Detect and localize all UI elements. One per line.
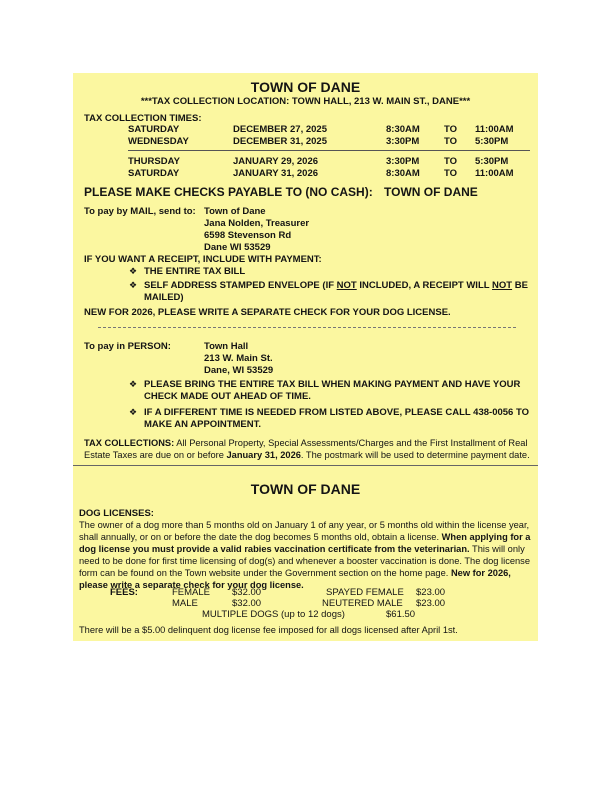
diamond-bullet-icon: ❖: [129, 280, 138, 290]
person-address-line: Dane, WI 53529: [204, 365, 274, 376]
fee-female-value: $32.00: [232, 587, 262, 598]
fee-male-value: $32.00: [232, 598, 262, 609]
person-address-line: Town Hall: [204, 341, 249, 352]
fee-multiple-value: $61.50: [386, 609, 416, 620]
row-date: JANUARY 29, 2026: [233, 156, 319, 167]
mail-address-line: Town of Dane: [204, 206, 266, 217]
receipt-item: THE ENTIRE TAX BILL: [144, 266, 246, 277]
row-to: TO: [444, 168, 458, 179]
row-start: 8:30AM: [386, 168, 420, 179]
table-divider: [128, 150, 530, 151]
tax-collections-paragraph: TAX COLLECTIONS: All Personal Property, Special Assessments/Charges and the First Installment of Real Estate Taxes are due on or before January 31, 2026. The postmark will be used to determine payment date.: [84, 438, 530, 460]
dog-check-note: NEW FOR 2026, PLEASE WRITE A SEPARATE CHECK FOR YOUR DOG LICENSE.: [84, 307, 451, 318]
collection-times-label: TAX COLLECTION TIMES:: [84, 113, 202, 124]
section-divider: [73, 465, 538, 466]
row-date: JANUARY 31, 2026: [233, 168, 319, 179]
mail-address-line: Jana Nolden, Treasurer: [204, 218, 310, 229]
receipt-item-continued: MAILED): [144, 292, 184, 303]
row-start: 3:30PM: [386, 156, 420, 167]
fee-multiple-label: MULTIPLE DOGS (up to 12 dogs): [202, 609, 345, 620]
checks-payable-label: PLEASE MAKE CHECKS PAYABLE TO (NO CASH):: [84, 185, 373, 199]
receipt-label: IF YOU WANT A RECEIPT, INCLUDE WITH PAYMENT:: [84, 254, 322, 265]
delinquent-fee-note: There will be a $5.00 delinquent dog license fee imposed for all dogs licensed after April 1st.: [79, 625, 458, 635]
person-instruction-continued: CHECK MADE OUT AHEAD OF TIME.: [144, 391, 311, 402]
fees-label: FEES:: [110, 587, 138, 598]
mail-label: To pay by MAIL, send to:: [84, 206, 196, 217]
section-divider: [98, 327, 516, 328]
row-day: WEDNESDAY: [128, 136, 189, 147]
person-instruction-continued: MAKE AN APPOINTMENT.: [144, 419, 261, 430]
row-day: SATURDAY: [128, 168, 180, 179]
row-end: 5:30PM: [475, 156, 509, 167]
row-start: 8:30AM: [386, 124, 420, 135]
mail-address-line: Dane WI 53529: [204, 242, 271, 253]
fee-male-label: MALE: [172, 598, 198, 609]
row-date: DECEMBER 31, 2025: [233, 136, 327, 147]
dog-licenses-label: DOG LICENSES:: [79, 508, 154, 519]
row-end: 11:00AM: [475, 124, 514, 135]
diamond-bullet-icon: ❖: [129, 379, 138, 389]
dog-licenses-paragraph: The owner of a dog more than 5 months old on January 1 of any year, or 5 months old within the license year, shall annually, or on or before the date the dog becomes 5 months old, obtain a license. When applying for a dog license you must provide a valid rabies vaccination certificate from the veterinarian. This will only need to be done for first time licensing of dog(s) and whenever a booster vaccination is done. The dog license form can be found on the Town website under the Government section on the home page. New for 2026, please write a separate check for your dog license.: [79, 520, 531, 590]
collection-location: ***TAX COLLECTION LOCATION: TOWN HALL, 213 W. MAIN ST., DANE***: [140, 96, 471, 107]
mail-address-line: 6598 Stevenson Rd: [204, 230, 292, 241]
diamond-bullet-icon: ❖: [129, 407, 138, 417]
row-end: 5:30PM: [475, 136, 509, 147]
dog-section-title: TOWN OF DANE: [250, 481, 361, 497]
person-label: To pay in PERSON:: [84, 341, 171, 352]
receipt-item: SELF ADDRESS STAMPED ENVELOPE (IF NOT INCLUDED, A RECEIPT WILL NOT BE: [144, 280, 528, 291]
row-date: DECEMBER 27, 2025: [233, 124, 327, 135]
row-to: TO: [444, 156, 458, 167]
row-to: TO: [444, 124, 458, 135]
diamond-bullet-icon: ❖: [129, 266, 138, 276]
row-day: SATURDAY: [128, 124, 180, 135]
fee-neutered-value: $23.00: [416, 598, 446, 609]
person-instruction: IF A DIFFERENT TIME IS NEEDED FROM LISTED ABOVE, PLEASE CALL 438-0056 TO: [144, 407, 529, 418]
checks-payee: TOWN OF DANE: [384, 185, 478, 199]
fee-female-label: FEMALE: [172, 587, 211, 598]
row-start: 3:30PM: [386, 136, 420, 147]
person-instruction: PLEASE BRING THE ENTIRE TAX BILL WHEN MAKING PAYMENT AND HAVE YOUR: [144, 379, 521, 390]
fee-spayed-label: SPAYED FEMALE: [326, 587, 404, 598]
row-end: 11:00AM: [475, 168, 514, 179]
page-title: TOWN OF DANE: [250, 79, 361, 95]
row-to: TO: [444, 136, 458, 147]
person-address-line: 213 W. Main St.: [204, 353, 273, 364]
fee-spayed-value: $23.00: [416, 587, 446, 598]
fee-neutered-label: NEUTERED MALE: [322, 598, 403, 609]
row-day: THURSDAY: [128, 156, 180, 167]
